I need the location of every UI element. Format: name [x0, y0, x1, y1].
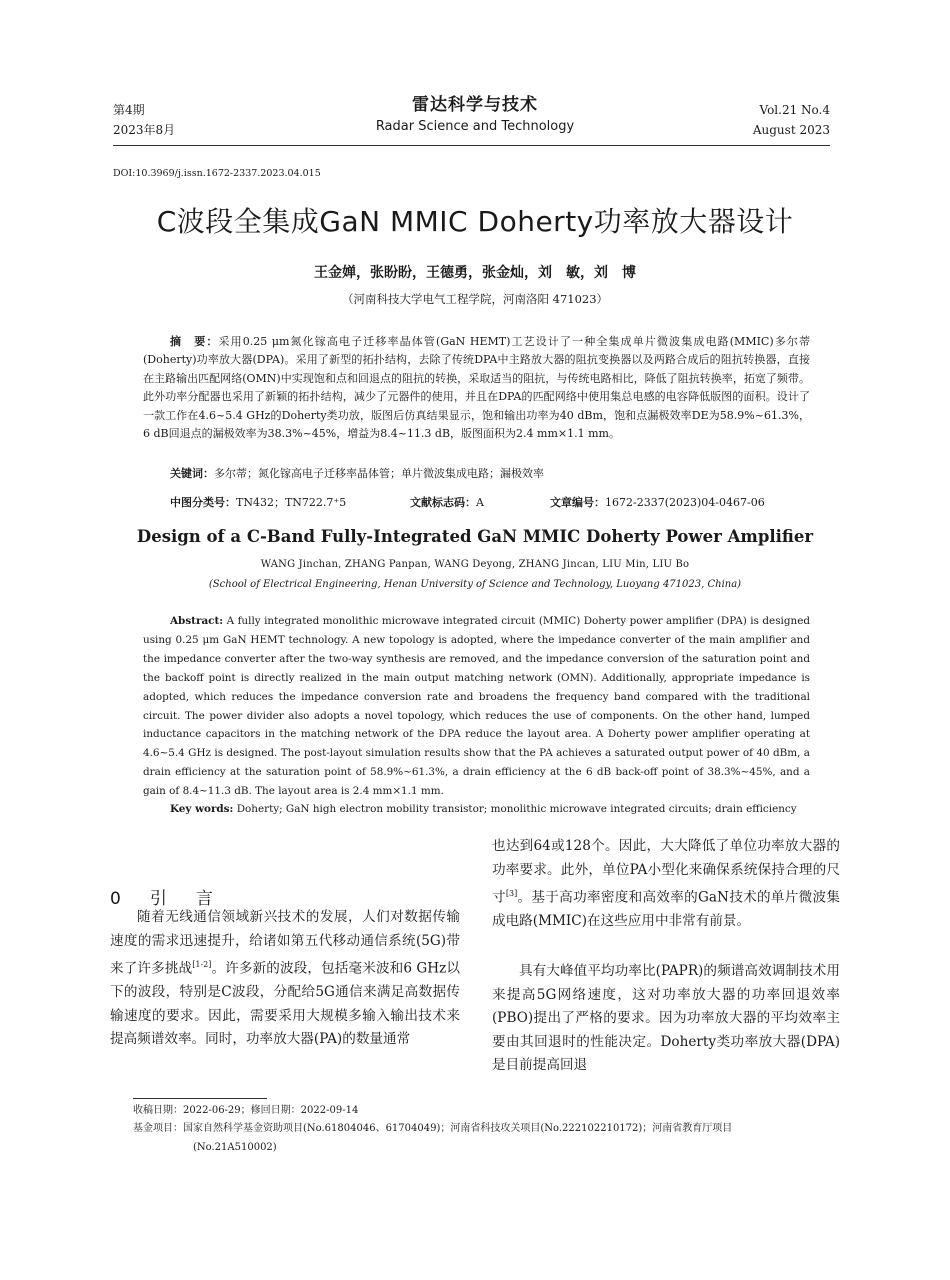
intro-p1-text: 随着无线通信领域新兴技术的发展，人们对数据传输速度的需求迅速提升，给诸如第五代移动通信系统(5G)带来了许多挑战	[110, 909, 460, 977]
intro-p1-cont-b: 。基于高功率密度和高效率的GaN技术的单片微波集成电路(MMIC)在这些应用中非常有前景。	[492, 889, 841, 930]
abstract-en-label: Abstract:	[170, 615, 224, 627]
keywords-cn-text: 多尔蒂；氮化镓高电子迁移率晶体管；单片微波集成电路；漏极效率	[214, 467, 544, 480]
header-volume	[753, 100, 830, 140]
classification-row	[170, 494, 765, 510]
paper-title-cn: C波段全集成GaN MMIC Doherty功率放大器设计	[156, 205, 794, 238]
abstract-en	[143, 612, 810, 801]
keywords-cn-label: 关键词：	[170, 467, 214, 480]
citation: [3]	[505, 889, 518, 898]
journal-name-cn: 雷达科学与技术	[412, 95, 538, 115]
footnote-fund-cont: (No.21A510002)	[193, 1141, 277, 1153]
doc-code-label: 文献标志码：	[410, 496, 476, 509]
header-divider	[113, 145, 830, 146]
footnote-fund: 基金项目：国家自然科学基金资助项目(No.61804046、61704049)；河南省科技攻关项目(No.222102210172)；河南省教育厅项目	[133, 1123, 733, 1135]
footnote-divider	[133, 1098, 267, 1099]
keywords-cn	[170, 465, 544, 481]
volume-date: August 2023	[752, 123, 830, 137]
volume-number: Vol.21 No.4	[759, 103, 830, 117]
intro-paragraph-1	[110, 906, 460, 1052]
abstract-cn-text: 采用0.25 μm氮化镓高电子迁移率晶体管(GaN HEMT)工艺设计了一种全集成单片微波集成电路(MMIC)多尔蒂(Doherty)功率放大器(DPA)。采用了新型的拓扑结构，去除了传统DPA中主路放大器的阻抗变换器以及两路合成后的阻抗转换器，直接在主路输出匹配网络(OMN)中实现饱和点和回退点的阻抗的转换，采取适当的阻抗，与传统电路相比，降低了阻抗转换率，拓宽了频带。此外功率分配器也采用了新颖的拓扑结构，减少了元器件的使用，并且在DPA的匹配网络中使用集总电感的电容降低版图的面积。设计了一款工作在4.6~5.4 GHz的Doherty类功放，版图后仿真结果显示，饱和输出功率为40 dBm，饱和点漏极效率DE为58.9%~61.3%，6 dB回退点的漏极效率为38.3%~45%，增益为8.4~11.3 dB，版图面积为2.4 mm×1.1 mm。	[143, 335, 810, 441]
paper-title-en: Design of a C-Band Fully-Integrated GaN MMIC Doherty Power Amplifier	[136, 527, 814, 546]
footnotes	[133, 1102, 838, 1157]
citation: [1-2]	[192, 960, 212, 969]
affiliation-cn: （河南科技大学电气工程学院，河南洛阳 471023）	[341, 292, 609, 306]
keywords-en-label: Key words:	[170, 803, 234, 815]
abstract-cn	[143, 333, 810, 443]
intro-paragraph-2: 具有大峰值平均功率比(PAPR)的频谱高效调制技术用来提高5G网络速度，这对功率放大器的功率回退效率(PBO)提出了严格的要求。因为功率放大器的平均效率主要由其回退时的性能决定。Doherty类功率放大器(DPA)是目前提高回退	[492, 963, 840, 1073]
journal-name-en: Radar Science and Technology	[375, 119, 575, 134]
article-number-label: 文章编号：	[550, 496, 605, 509]
doi: DOI:10.3969/j.issn.1672-2337.2023.04.015	[113, 168, 321, 179]
doc-code: A	[476, 496, 484, 509]
section-heading: 0 引 言	[110, 889, 219, 909]
intro-p1-cont: 也达到64或128个。因此，大大降低了单位功率放大器的功率要求。此外，单位PA小型化来确保系统保持合理的尺寸	[492, 838, 840, 906]
intro-paragraph-1-cont	[492, 835, 840, 934]
intro-p1-text-b: 。许多新的波段，包括毫米波和6 GHz以下的波段，特别是C波段，分配给5G通信来满足高数据传输速度的要求。因此，需要采用大规模多输入输出技术来提高频谱效率。同时，功率放大器(PA)的数量通常	[110, 960, 460, 1048]
abstract-en-text: A fully integrated monolithic microwave integrated circuit (MMIC) Doherty power amplifier (DPA) is designed using 0.25 μm GaN HEMT technology. A new topology is adopted, where the impedance converter of the main amplifier and the impedance converter after the two-way synthesis are removed, and the impedance conversion of the saturation point and the backoff point is directly realized in the main output matching network (OMN). Additionally, appropriate impedance is adopted, which reduces the impedance conversion rate and broadens the frequency band compared with the traditional circuit. The power divider also adopts a novel topology, which reduces the use of components. On the other hand, lumped inductance capacitors in the matching network of the DPA reduce the layout area. A Doherty power amplifier operating at 4.6~5.4 GHz is designed. The post-layout simulation results show that the PA achieves a saturated output power of 40 dBm, a drain efficiency at the saturation point of 58.9%~61.3%, a drain efficiency at the 6 dB back-off point of 38.3%~45%, and a gain of 8.4~11.3 dB. The layout area is 2.4 mm×1.1 mm.	[143, 615, 810, 798]
affiliation-en: (School of Electrical Engineering, Henan University of Science and Technology, Luoyang 471023, China)	[208, 579, 742, 590]
authors-cn: 王金婵，张盼盼，王德勇，张金灿，刘 敏，刘 博	[314, 265, 636, 281]
keywords-en-text: Doherty; GaN high electron mobility transistor; monolithic microwave integrated circuits; drain efficiency	[236, 803, 797, 815]
article-number: 1672-2337(2023)04-0467-06	[605, 496, 765, 509]
clc-label: 中图分类号：	[170, 496, 236, 509]
footnote-received: 收稿日期：2022-06-29；修回日期：2022-09-14	[133, 1105, 359, 1116]
abstract-cn-label: 摘 要：	[170, 335, 219, 348]
issue-date: 2023年8月	[113, 123, 176, 137]
clc-code: TN432；TN722.7⁺5	[236, 496, 347, 509]
keywords-en	[143, 800, 810, 819]
authors-en: WANG Jinchan, ZHANG Panpan, WANG Deyong, ZHANG Jincan, LIU Min, LIU Bo	[260, 559, 690, 570]
issue-number: 第4期	[113, 103, 145, 117]
